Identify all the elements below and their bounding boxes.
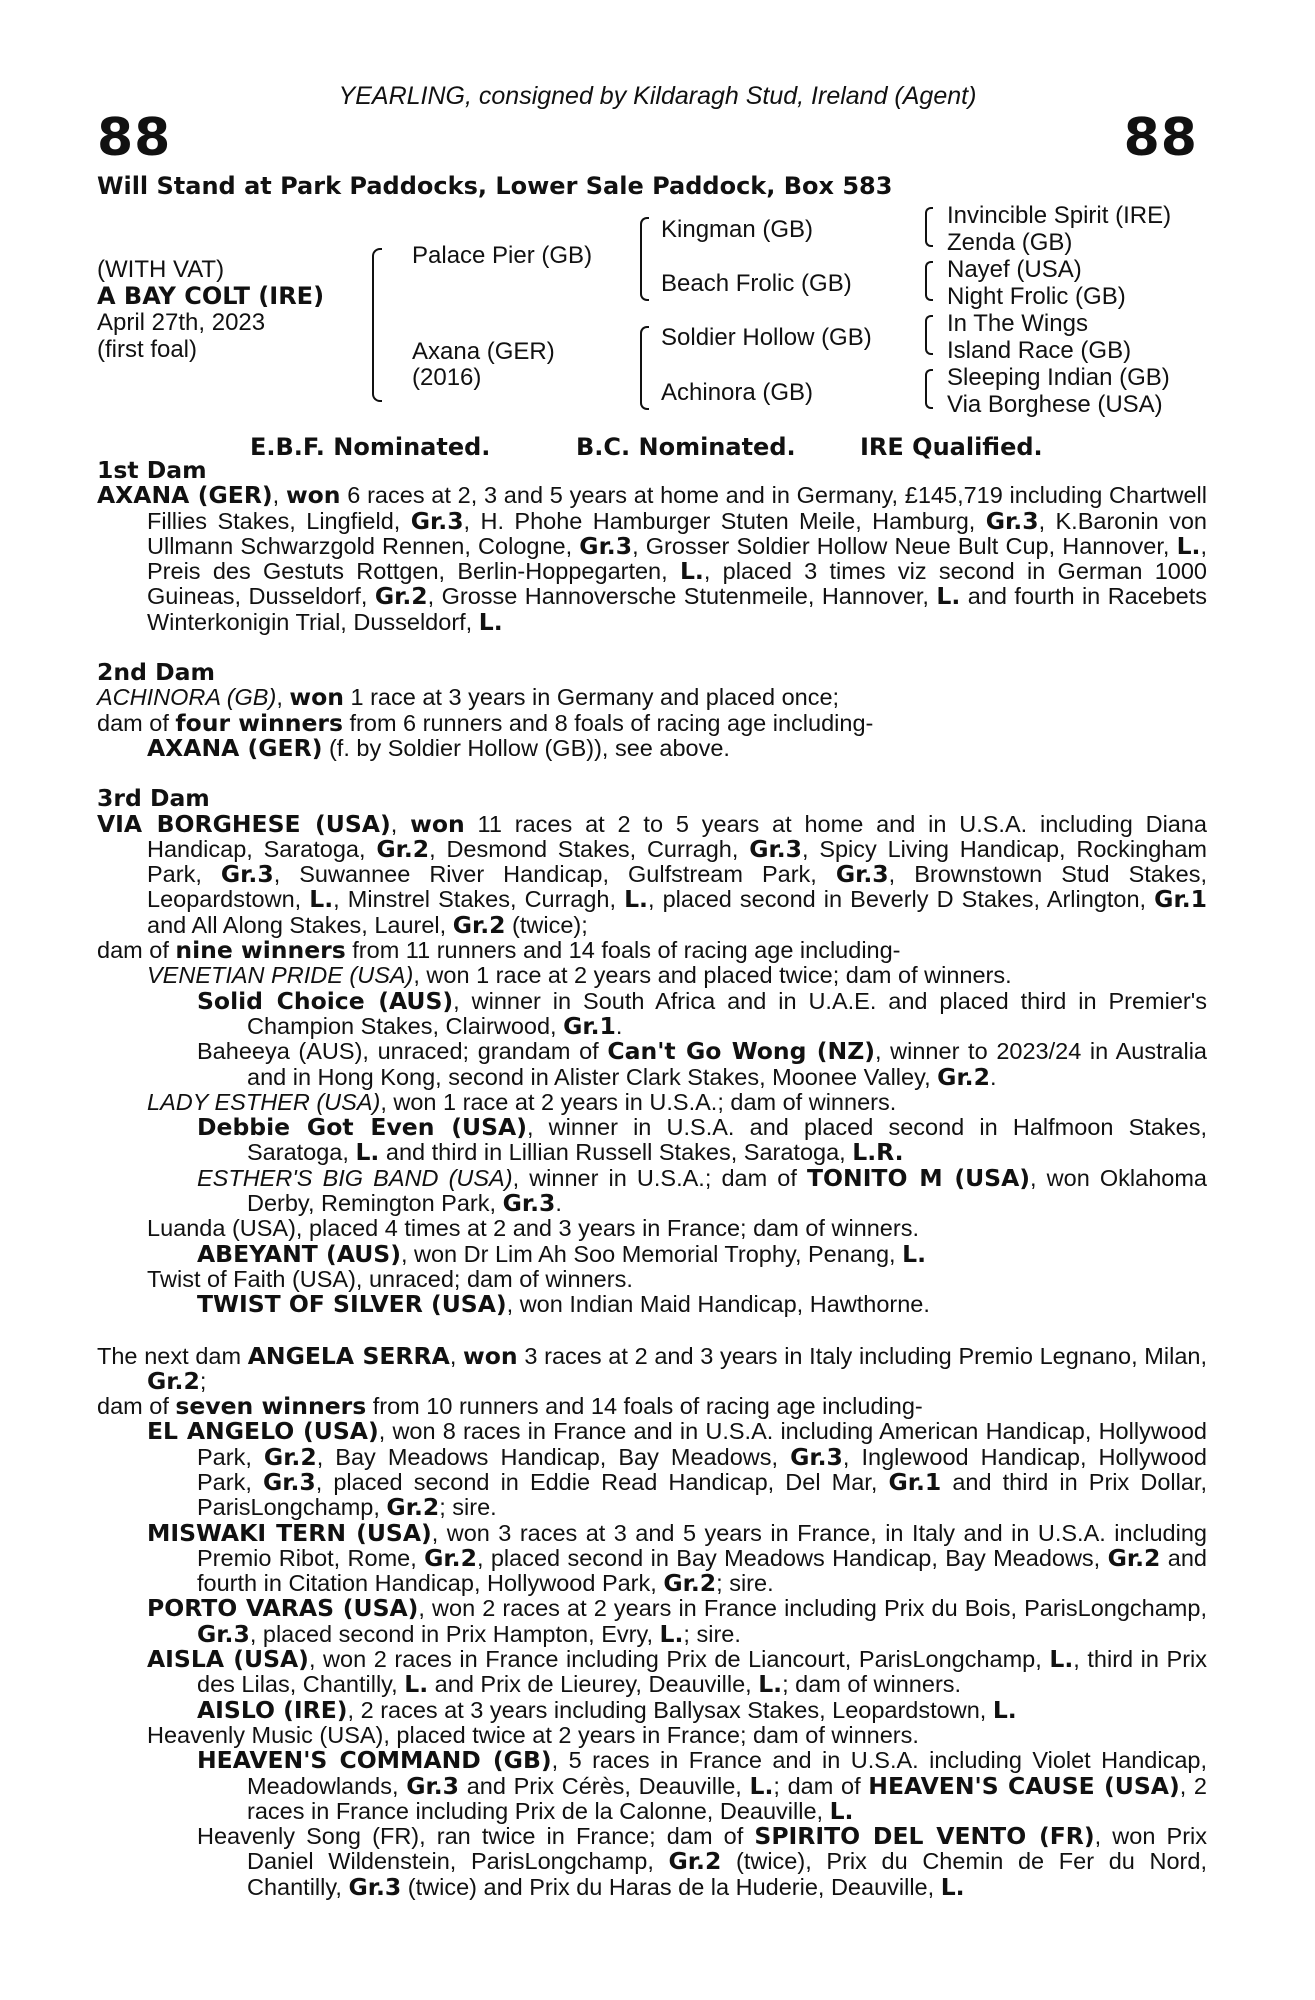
first-dam-record: AXANA (GER), won 6 races at 2, 3 and 5 years at home and in Germany, £145,719 including Chartwell Fillies Stakes, Lingfield, Gr.3, H. Phohe Hamburger Stuten Meile, Hamburg, Gr.3, K.Baronin von Ullmann Schwarzgold Rennen, Cologne, Gr.3, Grosser Soldier Hollow Neue Bult Cup, Hannover, L., Preis des Gestuts Rottgen, Berlin-Hoppegarten, L., placed 3 times viz second in German 1000 Guineas, Dusseldorf, Gr.2, Grosse Hannoversche Stutenmeile, Hannover, L. and fourth in Racebets Winterkonigin Trial, Dusseldorf, L.: [97, 481, 1208, 636]
ebf-nominated: E.B.F. Nominated.: [250, 433, 491, 461]
pedigree-g3-4: Night Frolic (GB): [947, 283, 1126, 310]
second-dam-heading: 2nd Dam: [97, 658, 215, 687]
third-dam-record: VIA BORGHESE (USA), won 11 races at 2 to 5 years at home and in U.S.A. including Diana Handicap, Saratoga, Gr.2, Desmond Stakes, Curragh, Gr.3, Spicy Living Handicap, Rockingham Park, Gr.3, Suwannee River Handicap, Gulfstream Park, Gr.3, Brownstown Stud Stakes, Leopardstown, L., Minstrel Stakes, Curragh, L., placed second in Beverly D Stakes, Arlington, Gr.1 and All Along Stakes, Laurel, Gr.2 (twice);: [97, 809, 1207, 939]
bc-nominated: B.C. Nominated.: [576, 433, 796, 461]
progeny-venetian-pride: VENETIAN PRIDE (USA), won 1 race at 2 years and placed twice; dam of winners.: [147, 962, 1012, 989]
third-dam-produce: dam of nine winners from 11 runners and 14 foals of racing age including-: [97, 936, 901, 965]
second-dam-record: ACHINORA (GB), won 1 race at 3 years in Germany and placed once;: [97, 683, 840, 712]
pedigree-brace-sire: [640, 217, 649, 301]
progeny-aisla: AISLA (USA), won 2 races in France including Prix de Liancourt, ParisLongchamp, L., third in Prix des Lilas, Chantilly, L. and Prix de Lieurey, Deauville, L.; dam of winners.: [147, 1645, 1208, 1699]
second-dam-produce: dam of four winners from 6 runners and 8 foals of racing age including-: [97, 708, 874, 737]
ire-qualified: IRE Qualified.: [860, 433, 1043, 461]
progeny-heavenly-music: Heavenly Music (USA), placed twice at 2 years in France; dam of winners.: [147, 1721, 919, 1748]
pedigree-brace-g3-2: [925, 261, 933, 301]
progeny-twist-of-silver: TWIST OF SILVER (USA), won Indian Maid Handicap, Hawthorne.: [197, 1290, 930, 1319]
horse-name: A BAY COLT (IRE): [97, 282, 325, 310]
progeny-el-angelo: EL ANGELO (USA), won 8 races in France and in U.S.A. including American Handicap, Hollywood Park, Gr.2, Bay Meadows Handicap, Bay Meadows, Gr.3, Inglewood Handicap, Hollywood Park, Gr.3, placed second in Eddie Read Handicap, Del Mar, Gr.1 and third in Prix Dollar, ParisLongchamp, Gr.2; sire.: [147, 1417, 1207, 1522]
progeny-baheeya: Baheeya (AUS), unraced; grandam of Can't Go Wong (NZ), winner to 2023/24 in Australia and in Hong Kong, second in Alister Clark Stakes, Moonee Valley, Gr.2.: [197, 1037, 1208, 1091]
progeny-lady-esther: LADY ESTHER (USA), won 1 race at 2 years in U.S.A.; dam of winners.: [147, 1088, 897, 1115]
progeny-twist-of-faith: Twist of Faith (USA), unraced; dam of winners.: [147, 1265, 633, 1292]
lot-number-left: 88: [97, 108, 172, 168]
progeny-debbie-got-even: Debbie Got Even (USA), winner in U.S.A. and placed second in Halfmoon Stakes, Saratoga, L. and third in Lillian Russell Stakes, Saratoga, L.R.: [197, 1113, 1208, 1167]
next-dam-produce: dam of seven winners from 10 runners and 14 foals of racing age including-: [97, 1392, 923, 1421]
second-dam-progeny: AXANA (GER) (f. by Soldier Hollow (GB)), see above.: [147, 733, 730, 762]
third-dam-heading: 3rd Dam: [97, 784, 210, 813]
pedigree-g3-5: In The Wings: [947, 310, 1088, 337]
progeny-miswaki-tern: MISWAKI TERN (USA), won 3 races at 3 and 5 years in France, in Italy and in U.S.A. including Premio Ribot, Rome, Gr.2, placed second in Bay Meadows Handicap, Bay Meadows, Gr.2 and fourth in Citation Handicap, Hollywood Park, Gr.2; sire.: [147, 1518, 1207, 1598]
progeny-heavens-command: HEAVEN'S COMMAND (GB), 5 races in France and in U.S.A. including Violet Handicap, Meadowlands, Gr.3 and Prix Cérès, Deauville, L.; dam of HEAVEN'S CAUSE (USA), 2 races in France including Prix de la Calonne, Deauville, L.: [197, 1746, 1208, 1825]
pedigree-g3-2: Zenda (GB): [947, 229, 1073, 256]
pedigree-brace-g3-4: [925, 369, 933, 409]
pedigree-body: [97, 458, 1207, 1900]
pedigree-g3-6: Island Race (GB): [947, 337, 1132, 364]
pedigree-sire-dam: Beach Frolic (GB): [661, 270, 852, 297]
pedigree-dam-year: (2016): [412, 364, 482, 391]
pedigree-brace-g3-1: [925, 207, 933, 247]
first-dam-heading: 1st Dam: [97, 456, 207, 484]
pedigree-dam-sire: Soldier Hollow (GB): [661, 324, 872, 351]
progeny-luanda: Luanda (USA), placed 4 times at 2 and 3 years in France; dam of winners.: [147, 1215, 919, 1242]
vat-note: (WITH VAT): [97, 256, 225, 283]
pedigree-g3-1: Invincible Spirit (IRE): [947, 202, 1172, 229]
progeny-heavenly-song: Heavenly Song (FR), ran twice in France; dam of SPIRITO DEL VENTO (FR), won Prix Daniel Wildenstein, ParisLongchamp, Gr.2 (twice), Prix du Chemin de Fer du Nord, Chantilly, Gr.3 (twice) and Prix du Haras de la Huderie, Deauville, L.: [197, 1822, 1207, 1901]
progeny-solid-choice: Solid Choice (AUS), winner in South Africa and in U.A.E. and placed third in Premier's Champion Stakes, Clairwood, Gr.1.: [197, 986, 1207, 1040]
pedigree-g3-7: Sleeping Indian (GB): [947, 364, 1170, 391]
pedigree-brace-main: [372, 248, 382, 402]
pedigree-g3-3: Nayef (USA): [947, 256, 1082, 283]
pedigree-dam: Axana (GER): [412, 338, 555, 365]
progeny-esthers-big-band: ESTHER'S BIG BAND (USA), winner in U.S.A.; dam of TONITO M (USA), won Oklahoma Derby, Remington Park, Gr.3.: [197, 1163, 1207, 1218]
progeny-porto-varas: PORTO VARAS (USA), won 2 races at 2 years in France including Prix du Bois, ParisLongchamp, Gr.3, placed second in Prix Hampton, Evry, L.; sire.: [147, 1594, 1207, 1648]
pedigree-brace-g3-3: [925, 315, 933, 355]
pedigree-brace-dam: [640, 326, 649, 410]
pedigree-sire-sire: Kingman (GB): [661, 216, 814, 243]
stand-location: Will Stand at Park Paddocks, Lower Sale Paddock, Box 583: [97, 172, 893, 200]
next-dam-record: The next dam ANGELA SERRA, won 3 races at 2 and 3 years in Italy including Premio Legnano, Milan, Gr.2;: [97, 1341, 1207, 1395]
progeny-aislo: AISLO (IRE), 2 races at 3 years including Ballysax Stakes, Leopardstown, L.: [197, 1695, 1017, 1724]
pedigree-g3-8: Via Borghese (USA): [947, 391, 1163, 418]
progeny-abeyant: ABEYANT (AUS), won Dr Lim Ah Soo Memorial Trophy, Penang, L.: [197, 1239, 926, 1268]
first-foal-note: (first foal): [97, 336, 198, 363]
foaling-date: April 27th, 2023: [97, 309, 266, 336]
pedigree-dam-dam: Achinora (GB): [661, 379, 814, 406]
lot-number-right: 88: [1123, 108, 1198, 168]
pedigree-sire: Palace Pier (GB): [412, 242, 593, 269]
consignor-line: YEARLING, consigned by Kildaragh Stud, Ireland (Agent): [338, 82, 977, 110]
